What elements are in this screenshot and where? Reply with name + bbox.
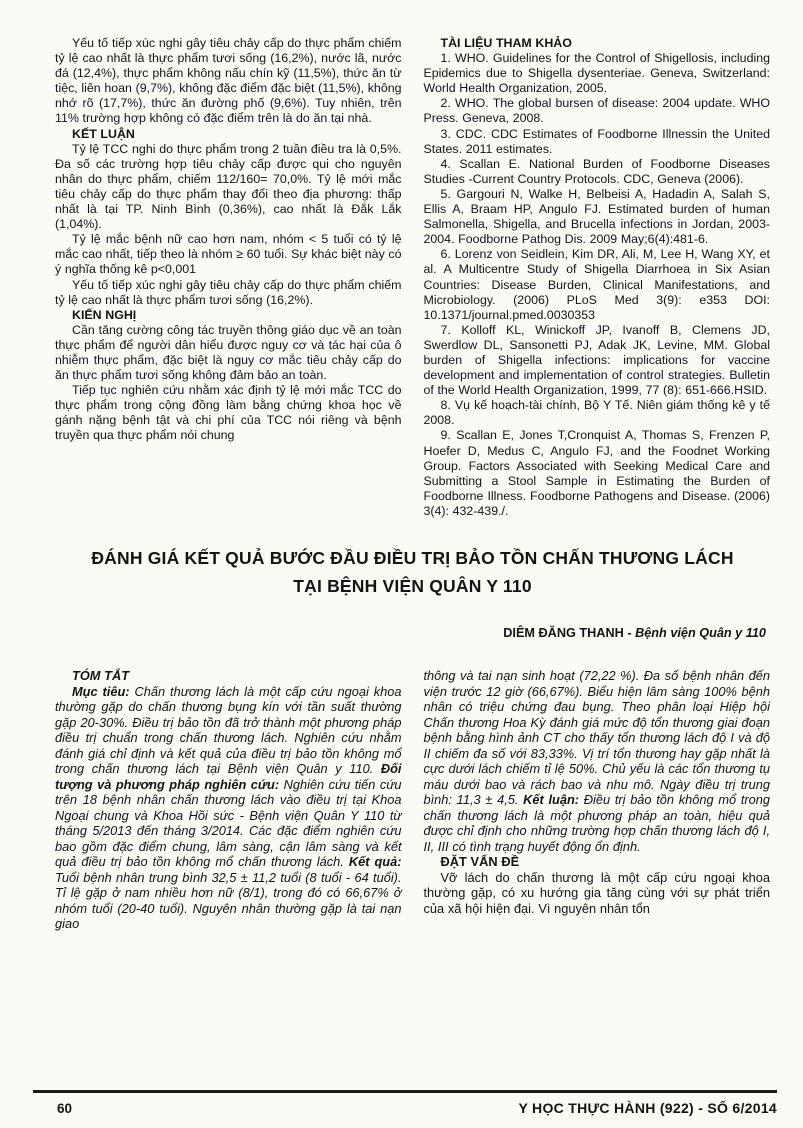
paragraph: 5. Gargouri N, Walke H, Belbeisi A, Hadadin A, Salah S, Ellis A, Braam HP, Angulo FJ. Estimated burden of human Salmonella, Shigella, and Brucella infections in Jordan, 2003-2004. Foodborne Pathog Dis. 2009 May;6(4):481-6.: [423, 186, 770, 247]
paragraph: Yếu tố tiếp xúc nghi gây tiêu chảy cấp do thực phẩm chiếm tỷ lệ cao nhất là thực phẩm tươi sống (16,2%), nước lã, nước đá (12,4%), thực phẩm không nấu chín kỹ (11,5%), thức ăn từ tiệc, liên hoan (9,7%), không đặc điểm đặc biệt (11,5%), không nhớ rõ (17,7%), thức ăn đường phố (9,6%). Tuy nhiên, trên 11% trường hợp không có đặc điểm trên là do ăn tại nhà.: [55, 36, 402, 126]
paragraph: 3. CDC. CDC Estimates of Foodborne Illnessin the United States. 2011 estimates.: [423, 126, 770, 156]
section-heading: KẾT LUẬN: [72, 126, 135, 141]
paragraph: 2. WHO. The global bursen of disease: 2004 update. WHO Press. Geneva, 2008.: [423, 96, 770, 126]
article2-right-column: [424, 668, 771, 932]
article2-title: [55, 545, 770, 600]
paragraph: 6. Lorenz von Seidlein, Kim DR, Ali, M, Lee H, Wang XY, et al. A Multicentre Study of Shigella Diarrhoea in Six Asian Countries: Disease Burden, Clinical Manifestations, and Microbiology. (2006) PLoS Med 3(9): e353 DOI: 10.1371/journal.pmed.0030353: [423, 247, 770, 322]
paragraph: 9. Scallan E, Jones T,Cronquist A, Thomas S, Frenzen P, Hoefer D, Medus C, Angulo FJ, and the Foodnet Working Group. Factors Associated with Seeking Medical Care and Submitting a Stool Sample in Estimating the Burden of Foodborne Illness. Foodborne Pathogens and Disease. (2006) 3(4): 432-439./.: [423, 428, 770, 518]
footer-row: [33, 1100, 777, 1116]
paragraph: 7. Kolloff KL, Winickoff JP, Ivanoff B, Clemens JD, Swerdlow DL, Sansonetti PJ, Adak JK, Levine, MM. Global burden of Shigella infections: implications for vaccine development and implementation of control strategies. Bulletin of the World Health Organization, 1999, 77 (8): 651-666.HSID.: [423, 322, 770, 398]
section-heading: KIẾN NGHỊ: [72, 307, 137, 322]
paragraph: Tỷ lệ mắc bệnh nữ cao hơn nam, nhóm < 5 tuổi có tỷ lệ mắc cao nhất, tiếp theo là nhóm ≥ 60 tuổi. Sự khác biệt này có ý nghĩa thống kê p<0,001: [55, 232, 402, 277]
paragraph: 8. Vụ kế hoạch-tài chính, Bộ Y Tế. Niên giám thống kê y tế 2008.: [423, 398, 770, 428]
page-footer: [33, 1090, 777, 1116]
section-heading: TÓM TẮT: [72, 668, 130, 683]
section-heading: ĐẶT VẤN ĐỀ: [440, 854, 520, 869]
article1-continuation: [55, 36, 770, 519]
article1-left-column: [55, 36, 402, 519]
paragraph: Yếu tố tiếp xúc nghi gây tiêu chảy cấp do thực phẩm chiếm tỷ lệ cao nhất là thực phẩm tươi sống (16,2%).: [55, 277, 402, 307]
paragraph: 1. WHO. Guidelines for the Control of Shigellosis, including Epidemics due to Shigella dysenteriae. Geneva, Switzerland: World Health Organization, 2005.: [423, 51, 770, 96]
paragraph: Tiếp tục nghiên cứu nhằm xác định tỷ lệ mới mắc TCC do thực phẩm trong cộng đồng làm bằng chứng khoa học về gánh nặng bệnh tật và chi phí của TCC nói riêng và bệnh truyền qua thực phẩm nói chung: [55, 383, 402, 443]
footer-rule: [33, 1090, 777, 1093]
author-affiliation: Bệnh viện Quân y 110: [635, 626, 766, 640]
article1-right-column: [424, 36, 771, 519]
article2-author: [55, 626, 766, 640]
paragraph: Vỡ lách do chấn thương là một cấp cứu ngoại khoa thường gặp, có xu hướng gia tăng cùng với sự phát triển của xã hội hiện đại. Vì nguyên nhân tổn: [423, 869, 770, 916]
paragraph: Cần tăng cường công tác truyền thông giáo dục về an toàn thực phẩm để người dân hiểu được nguy cơ và tác hại của ô nhiễm thực phẩm, đặc biệt là nguy cơ mắc tiêu chảy cấp do ăn thực phẩm tươi sống không đảm bảo an toàn.: [55, 322, 402, 383]
journal-title: Y HỌC THỰC HÀNH (922) - SỐ 6/2014: [518, 1100, 777, 1116]
section-heading: TÀI LIỆU THAM KHẢO: [440, 36, 572, 50]
article2-title-line1: ĐÁNH GIÁ KẾT QUẢ BƯỚC ĐẦU ĐIỀU TRỊ BẢO TỒN CHẤN THƯƠNG LÁCH: [91, 548, 734, 568]
article2-left-column: [55, 668, 402, 932]
article2-abstract: [55, 668, 770, 932]
author-name: DIÊM ĐĂNG THANH -: [503, 626, 636, 640]
article2-title-line2: TẠI BỆNH VIỆN QUÂN Y 110: [293, 575, 532, 596]
paragraph: Tỷ lệ TCC nghi do thực phẩm trong 2 tuần điều tra là 0,5%. Đa số các trường hợp tiêu chảy cấp được qui cho nguyên nhân do thực phẩm, chiếm 112/160= 70,0%. Tỷ lệ mới mắc tiêu chảy cấp do thực phẩm thay đổi theo địa phương: thấp nhất là tại TP. Ninh Bình (0,36%), cao nhất là Đắk Lắk (1,04%).: [55, 141, 402, 232]
paragraph: Mục tiêu: Chấn thương lách là một cấp cứu ngoại khoa thường gặp do chấn thương bụng kín với tần suất thường gặp 20-30%. Điều trị bảo tồn đã trở thành một phương pháp điều trị chuẩn trong chấn thương lách. Nghiên cứu nhằm đánh giá chỉ định và kết quả của điều trị bảo tồn không mổ trong chấn thương lách tại Bệnh viện Quân y 110. Đối tượng và phương pháp nghiên cứu: Nghiên cứu tiến cứu trên 18 bệnh nhân chấn thương lách vào điều trị tại Khoa Ngoại chung và Khoa Hồi sức - Bệnh viện Quân Y 110 từ tháng 5/2013 đến tháng 3/2014. Các đặc điểm nghiên cứu bao gồm đặc điểm chung, lâm sàng, cận lâm sàng và kết quả điều trị bảo tồn không mổ chấn thương lách. Kết quả: Tuổi bệnh nhân trung bình 32,5 ± 11,2 tuổi (8 tuổi - 64 tuổi). Tỉ lệ gặp ở nam nhiều hơn nữ (8/1), trong đó có 66,67% ở nhóm tuổi (20-40 tuổi). Nguyên nhân thường gặp là tai nạn giao: [55, 683, 402, 931]
paragraph: thông và tai nạn sinh hoạt (72,22 %). Đa số bệnh nhân đến viện trước 12 giờ (66,67%). Biểu hiện lâm sàng 100% bệnh nhân có triệu chứng đau bụng. Theo phân loại Hiệp hội Chấn thương Hoa Kỳ đánh giá mức độ tổn thương giai đoạn bệnh bằng hình ảnh CT cho thấy tổn thương lách độ I và độ II chiếm đa số với 83,33%. Vị trí tổn thương hay gặp nhất là cực dưới lách chiếm tỉ lệ 50%. Chủ yếu là các tổn thương tụ máu dưới bao và rách bao và nhu mô. Ngày điều trị trung bình: 11,3 ± 4,5. Kết luận: Điều trị bảo tồn không mổ trong chấn thương lách là một phương pháp an toàn, hiệu quả được chỉ định cho những trường hợp chấn thương lách độ I, II, III có tình trạng huyết động ổn định.: [423, 668, 771, 854]
page-number: 60: [57, 1101, 73, 1116]
paragraph: 4. Scallan E. National Burden of Foodborne Diseases Studies -Current Country Protocols. CDC, Geneva (2006).: [423, 156, 770, 186]
